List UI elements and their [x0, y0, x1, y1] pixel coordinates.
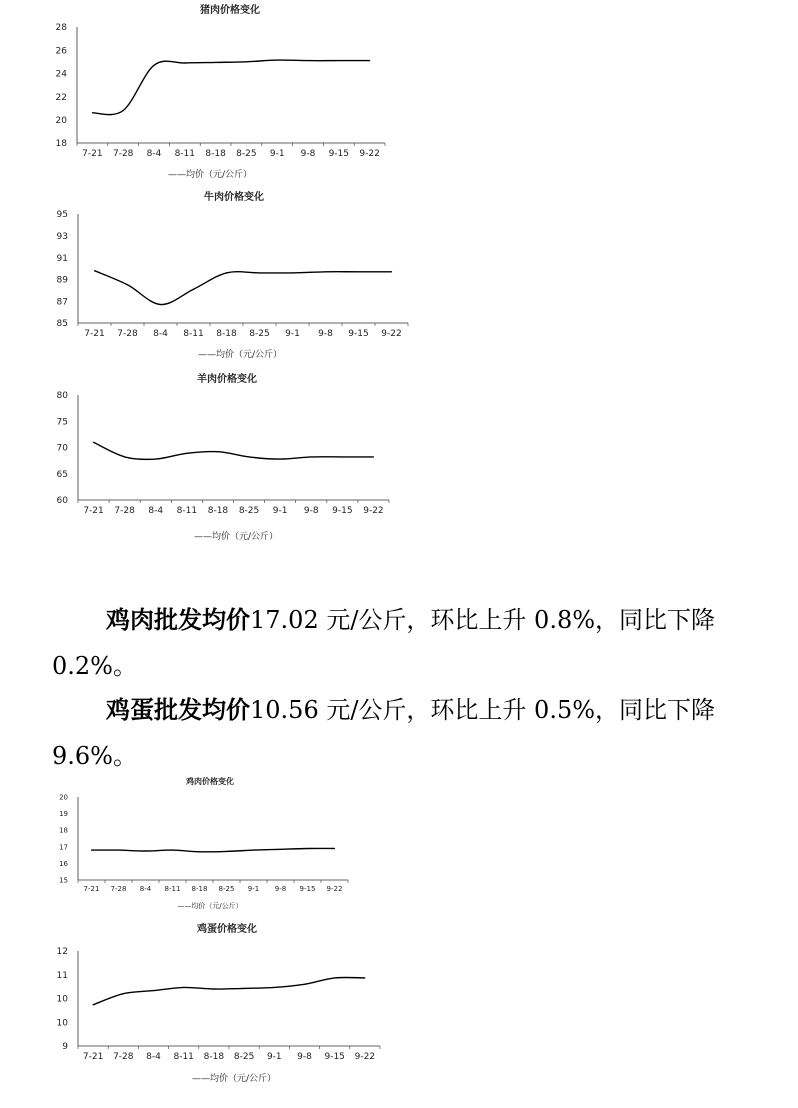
data-point: [217, 451, 218, 452]
data-point: [153, 990, 154, 991]
x-tick-label: 8-4: [146, 1052, 161, 1062]
data-point: [215, 62, 216, 63]
x-tick-label: 8-4: [139, 885, 152, 893]
data-point: [226, 272, 227, 273]
data-point: [213, 988, 214, 989]
x-tick-label: 9-1: [247, 885, 260, 893]
x-tick-label: 8-11: [164, 885, 181, 893]
x-tick-label: 9-8: [318, 329, 333, 339]
y-tick-label: 75: [56, 417, 68, 428]
x-tick-label: 9-22: [381, 329, 402, 339]
data-point: [364, 977, 365, 978]
x-tick-label: 8-25: [236, 149, 257, 159]
y-tick-label: 24: [55, 69, 67, 80]
x-tick-label: 9-15: [348, 329, 369, 339]
chart-title: 鸡肉价格变化: [186, 777, 234, 786]
data-point: [325, 271, 326, 272]
y-tick-label: 16: [59, 859, 68, 868]
data-point: [145, 850, 146, 851]
x-tick-label: 8-18: [191, 885, 208, 893]
x-tick-label: 7-21: [83, 885, 100, 893]
x-tick-label: 8-25: [218, 885, 235, 893]
data-point: [93, 1004, 94, 1005]
egg-price-paragraph: [52, 687, 752, 779]
x-tick-label: 8-11: [176, 506, 198, 516]
y-tick-label: 89: [56, 275, 68, 286]
x-tick-label: 8-11: [174, 149, 196, 159]
x-tick-label: 9-15: [299, 885, 316, 893]
data-point: [311, 456, 312, 457]
y-tick-label: 87: [56, 297, 68, 308]
data-point: [342, 456, 343, 457]
data-point: [124, 456, 125, 457]
y-tick-label: 95: [56, 210, 68, 221]
y-tick-label: 80: [56, 391, 68, 402]
data-point: [153, 65, 154, 66]
chart-legend: ——均价（元/公斤）: [191, 1074, 277, 1084]
series-line: [95, 271, 392, 305]
data-point: [155, 458, 156, 459]
y-tick-label: 93: [56, 231, 68, 242]
chicken-price-paragraph: [52, 597, 752, 689]
chart-legend: ——均价（元/公斤）: [193, 532, 279, 542]
x-tick-label: 9-1: [285, 329, 300, 339]
data-point: [304, 984, 305, 985]
x-tick-label: 8-18: [216, 329, 237, 339]
x-tick-label: 9-22: [363, 506, 384, 516]
data-point: [94, 270, 95, 271]
x-tick-label: 8-11: [183, 329, 204, 339]
y-tick-label: 20: [59, 793, 68, 802]
data-point: [373, 456, 374, 457]
x-tick-label: 9-8: [297, 1052, 312, 1062]
data-point: [292, 272, 293, 273]
egg-price-text: 10.56 元/公斤，环比上升 0.5%，同比下降 9.6%。: [52, 696, 716, 770]
y-tick-label: 17: [59, 843, 68, 852]
x-tick-label: 8-4: [148, 506, 164, 516]
x-tick-label: 9-8: [274, 885, 287, 893]
y-tick-label: 70: [56, 443, 68, 454]
chicken-price-text: 17.02 元/公斤，环比上升 0.8%，同比下降 0.2%。: [52, 606, 716, 680]
x-tick-label: 8-18: [203, 1052, 225, 1062]
y-tick-label: 18: [55, 139, 67, 150]
x-tick-label: 8-4: [146, 149, 162, 159]
data-point: [369, 60, 370, 61]
x-tick-label: 7-21: [83, 506, 104, 516]
x-tick-label: 9-8: [303, 506, 319, 516]
x-tick-label: 7-28: [110, 885, 127, 893]
data-point: [358, 271, 359, 272]
series-line: [92, 848, 335, 851]
data-point: [127, 284, 128, 285]
y-tick-label: 10: [56, 994, 68, 1005]
data-point: [334, 848, 335, 849]
y-tick-label: 12: [56, 947, 68, 958]
chart-legend: ——均价（元/公斤）: [167, 170, 253, 180]
chart-title: 鸡蛋价格变化: [197, 924, 257, 935]
y-tick-label: 19: [59, 810, 68, 819]
x-tick-label: 9-15: [324, 1052, 345, 1062]
x-tick-label: 9-1: [272, 506, 288, 516]
y-tick-label: 26: [55, 46, 67, 57]
x-tick-label: 7-28: [113, 1052, 134, 1062]
chart-title: 羊肉价格变化: [197, 374, 257, 385]
y-tick-label: 60: [56, 496, 68, 507]
mutton-price-chart: [40, 370, 400, 546]
data-point: [259, 272, 260, 273]
chart-title: 猪肉价格变化: [200, 5, 260, 16]
x-tick-label: 8-25: [249, 329, 270, 339]
x-tick-label: 8-18: [205, 149, 226, 159]
data-point: [338, 60, 339, 61]
data-point: [391, 271, 392, 272]
chart-legend: ——均价（元/公斤）: [197, 350, 283, 360]
x-tick-label: 9-22: [326, 885, 343, 893]
x-tick-label: 9-15: [328, 149, 350, 159]
y-tick-label: 91: [56, 253, 68, 264]
data-point: [123, 110, 124, 111]
x-tick-label: 9-22: [359, 149, 380, 159]
x-tick-label: 8-18: [207, 506, 229, 516]
x-tick-label: 9-1: [269, 149, 285, 159]
data-point: [307, 60, 308, 61]
x-tick-label: 9-8: [300, 149, 316, 159]
data-point: [184, 62, 185, 63]
y-tick-label: 15: [59, 876, 68, 885]
data-point: [307, 848, 308, 849]
data-point: [246, 61, 247, 62]
data-point: [186, 453, 187, 454]
series-line: [94, 442, 374, 459]
data-point: [160, 304, 161, 305]
x-tick-label: 8-4: [153, 329, 168, 339]
data-point: [91, 850, 92, 851]
data-point: [92, 112, 93, 113]
y-tick-label: 85: [56, 319, 68, 330]
data-point: [334, 977, 335, 978]
x-tick-label: 9-1: [266, 1052, 282, 1062]
y-tick-label: 11: [56, 970, 68, 981]
data-point: [280, 849, 281, 850]
y-tick-label: 22: [55, 92, 67, 103]
x-tick-label: 7-28: [114, 506, 135, 516]
data-point: [118, 850, 119, 851]
y-tick-label: 9: [62, 1042, 68, 1053]
egg-price-chart: [40, 918, 390, 1090]
data-point: [183, 987, 184, 988]
beef-price-chart: [40, 186, 420, 362]
data-point: [248, 456, 249, 457]
x-tick-label: 9-22: [354, 1052, 376, 1062]
x-tick-label: 7-21: [82, 1052, 104, 1062]
chart-legend: ——均价（元/公斤）: [177, 902, 243, 910]
x-tick-label: 8-11: [173, 1052, 194, 1062]
chicken-price-chart: [40, 772, 360, 914]
data-point: [253, 850, 254, 851]
x-tick-label: 8-25: [238, 506, 260, 516]
y-tick-label: 20: [55, 115, 67, 126]
x-tick-label: 7-28: [117, 329, 138, 339]
data-point: [277, 59, 278, 60]
data-point: [280, 458, 281, 459]
y-tick-label: 28: [55, 23, 67, 34]
egg-price-heading: 鸡蛋批发均价: [106, 695, 250, 724]
x-tick-label: 7-21: [84, 329, 105, 339]
x-tick-label: 8-25: [233, 1052, 255, 1062]
x-tick-label: 7-28: [112, 149, 134, 159]
x-tick-label: 7-21: [82, 149, 103, 159]
series-line: [93, 977, 365, 1004]
data-point: [274, 987, 275, 988]
data-point: [226, 851, 227, 852]
data-point: [244, 988, 245, 989]
series-line: [92, 60, 369, 115]
data-point: [172, 850, 173, 851]
data-point: [123, 993, 124, 994]
chart-title: 牛肉价格变化: [204, 192, 264, 203]
data-point: [93, 442, 94, 443]
data-point: [193, 289, 194, 290]
pork-price-chart: [40, 0, 400, 182]
data-point: [199, 851, 200, 852]
y-tick-label: 18: [59, 826, 68, 835]
chicken-price-heading: 鸡肉批发均价: [106, 605, 250, 634]
y-tick-label: 10: [56, 1018, 68, 1029]
y-tick-label: 65: [56, 469, 68, 480]
x-tick-label: 9-15: [332, 506, 353, 516]
